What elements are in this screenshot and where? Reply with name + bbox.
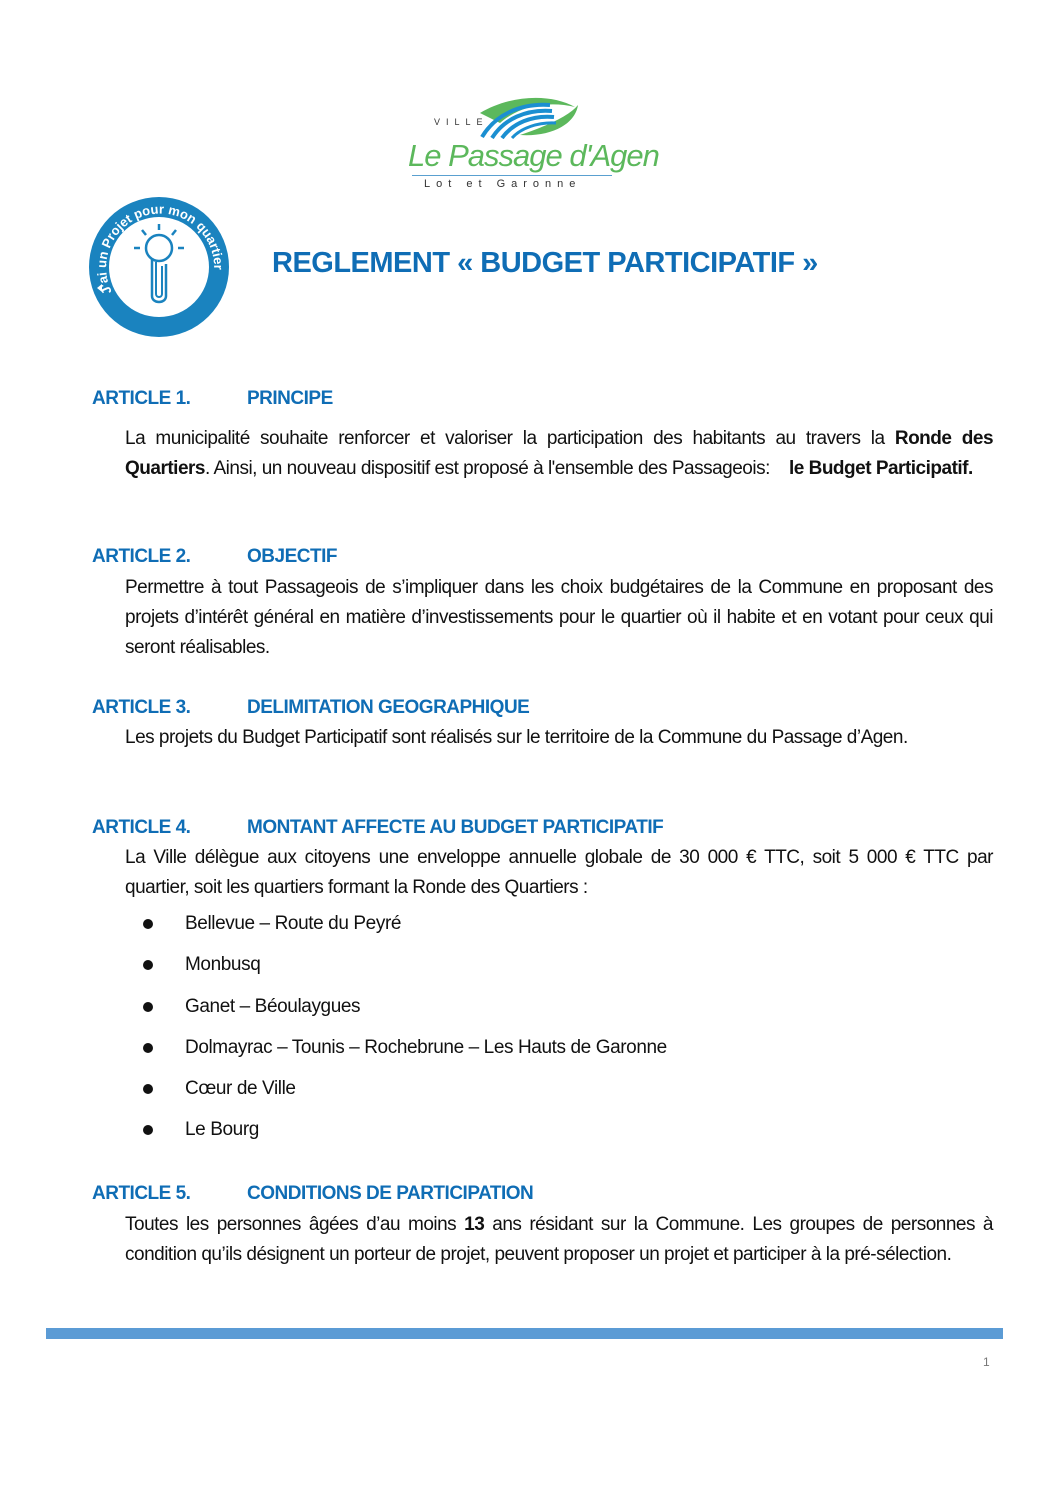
article-title: MONTANT AFFECTE AU BUDGET PARTICIPATIF [247,817,664,838]
list-item-text: Cœur de Ville [185,1078,296,1100]
article-5-body [125,1210,993,1270]
project-badge [88,196,230,338]
article-number: ARTICLE 4. [92,817,191,838]
article-1-heading [92,388,333,410]
list-item [143,995,667,1036]
bold-run: Ronde des Quartiers [125,428,994,479]
lightbulb-paperclip-icon [88,196,230,338]
text-run: La municipalité souhaite renforcer et valoriser la participation des habitants au travers la [125,428,895,449]
city-logo [400,95,659,195]
article-2-body: Permettre à tout Passageois de s’impliquer dans les choix budgétaires de la Commune en proposant des projets d’intérêt général en matière d’investissements pour le quartier où il habite et en votant pour ceux qui seront réalisables. [125,577,993,658]
bullet-icon [143,1125,153,1135]
page-title: REGLEMENT « BUDGET PARTICIPATIF » [272,247,818,279]
list-item [143,953,667,994]
text-run: Toutes les personnes âgées d’au moins [125,1214,465,1235]
list-item-text: Ganet – Béoulaygues [185,995,361,1017]
bullet-icon [143,960,153,970]
list-item-text: Dolmayrac – Tounis – Rochebrune – Les Hauts de Garonne [185,1036,667,1058]
page-number: 1 [983,1355,990,1369]
article-3-body: Les projets du Budget Participatif sont réalisés sur le territoire de la Commune du Passage d’Agen. [125,727,908,748]
bold-run: le Budget Participatif. [788,458,973,479]
article-5-heading [92,1183,533,1205]
bullet-icon [143,1043,153,1053]
text-run: . Ainsi, un nouveau dispositif est proposé à l'ensemble des Passageois: [204,458,789,479]
article-3-heading [92,697,529,719]
quartiers-list [143,912,667,1160]
list-item [143,1118,667,1159]
article-number: ARTICLE 5. [92,1183,191,1204]
article-title: OBJECTIF [247,546,337,567]
article-4-body: La Ville délègue aux citoyens une enveloppe annuelle globale de 30 000 € TTC, soit 5 000 € TTC par quartier, soit les quartiers formant la Ronde des Quartiers : [125,847,993,898]
article-2-heading [92,546,337,568]
badge-text: J'ai un Projet pour mon quartier [94,201,227,297]
logo-name-text: Le Passage d'Agen [408,138,659,173]
bullet-icon [143,1002,153,1012]
text-run: ans résidant sur la Commune. Les groupes de personnes à condition qu’ils désignent un porteur de projet, peuvent proposer un projet et participer à la pré-sélection. [125,1214,993,1265]
bullet-icon [143,1084,153,1094]
article-1-body [125,424,993,484]
bullet-icon [143,919,153,929]
article-4-heading [92,817,663,839]
bold-run: 13 [464,1214,485,1235]
article-title: DELIMITATION GEOGRAPHIQUE [247,697,530,718]
logo-ville-text: VILLE [434,117,489,127]
list-item [143,912,667,953]
article-number: ARTICLE 1. [92,388,191,409]
footer-bar [46,1328,1003,1339]
article-title: PRINCIPE [247,388,333,409]
list-item-text: Bellevue – Route du Peyré [185,913,402,934]
logo-rule [412,175,612,176]
article-number: ARTICLE 2. [92,546,191,567]
logo-subtitle-text: Lot et Garonne [424,178,582,190]
article-number: ARTICLE 3. [92,697,191,718]
logo-waves-icon [400,95,620,139]
list-item [143,1077,667,1118]
list-item [143,1036,667,1077]
list-item-text: Monbusq [185,954,261,976]
article-title: CONDITIONS DE PARTICIPATION [247,1183,534,1204]
list-item-text: Le Bourg [185,1119,259,1141]
